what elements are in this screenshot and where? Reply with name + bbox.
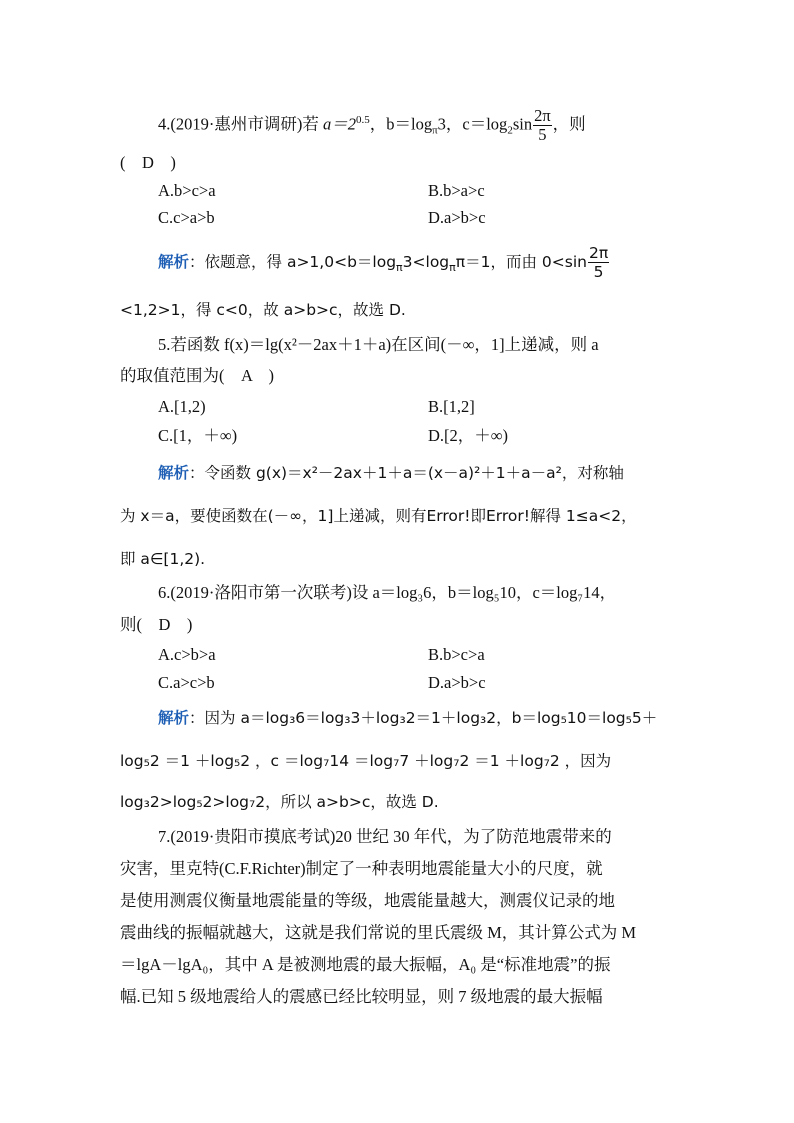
q4-solution-line2: <1,2>1，得 c<0，故 a>b>c，故选 D. <box>120 301 406 319</box>
q5-stem-line1: 5.若函数 f(x)＝lg(x²－2ax＋1＋a)在区间(－∞，1]上递减，则 a <box>158 335 599 354</box>
q4-option-c: C.c>a>b <box>158 208 215 227</box>
q4-jx-text1: ：依题意，得 a>1,0<b＝log <box>189 253 397 271</box>
q6-option-a: A.c>b>a <box>158 645 216 664</box>
q4-prefix: 4.(2019·惠州市调研)若 <box>158 114 323 134</box>
q6-option-c: C.a>c>b <box>158 673 215 692</box>
q4-jx-frac-num: 2π <box>588 244 609 262</box>
q6-stem-line2: 则( D ) <box>120 615 193 634</box>
q7-line2: 灾害，里克特(C.F.Richter)制定了一种表明地震能量大小的尺度，就 <box>120 859 603 878</box>
q5-stem-line2: 的取值范围为( A ) <box>120 366 274 385</box>
q4-c-rest: sin <box>512 114 533 134</box>
q5-option-c: C.[1，＋∞) <box>158 426 238 445</box>
q7-line4: 震曲线的振幅就越大，这就是我们常说的里氏震级 M，其计算公式为 M <box>120 923 637 942</box>
q4-frac-den: 5 <box>538 125 547 144</box>
q4-b-expr: ，b＝log <box>369 114 433 134</box>
q7-line3: 是使用测震仪衡量地震能量的等级，地震能量越大，测震仪记录的地 <box>120 891 615 910</box>
q4-fraction <box>533 107 552 144</box>
q4-frac-num: 2π <box>534 106 551 125</box>
q4-tail: ，则 <box>552 114 586 134</box>
q7-line5: ＝lgA－lgA₀，其中 A 是被测地震的最大振幅，A₀ 是“标准地震”的振 <box>120 955 611 974</box>
q6-solution-line2: log₅2 ＝1 ＋log₅2 ，c ＝log₇14 ＝log₇7 ＋log₇2 ＝1 ＋log₇2 ，因为 <box>120 752 612 770</box>
q4-b-sub: π <box>432 124 438 137</box>
q6-solution-label: 解析 <box>158 709 190 727</box>
q4-solution-line1 <box>158 244 610 281</box>
q4-a-expr: a＝2 <box>322 114 356 134</box>
q5-solution-line3: 即 a∈[1,2). <box>120 550 206 568</box>
q4-option-a: A.b>c>a <box>158 181 216 200</box>
q4-jx-text3: π＝1，而由 0<sin <box>455 253 587 271</box>
q6-option-d: D.a>b>c <box>428 673 486 692</box>
q4-jx-sub2: π <box>449 261 456 275</box>
q4-solution-label: 解析 <box>158 253 190 271</box>
q4-jx-text2: 3<log <box>402 253 450 271</box>
q4-option-d: D.a>b>c <box>428 208 486 227</box>
q6-stem-line1: 6.(2019·洛阳市第一次联考)设 a＝log₃6，b＝log₅10，c＝log₇14， <box>158 583 617 602</box>
q4-jx-frac-den: 5 <box>593 263 604 281</box>
q4-jx-fraction <box>588 244 609 281</box>
q5-option-a: A.[1,2) <box>158 397 206 416</box>
q5-jx-line1: ：令函数 g(x)＝x²－2ax＋1＋a＝(x－a)²＋1＋a－a²，对称轴 <box>189 464 624 482</box>
q5-solution-label: 解析 <box>158 464 190 482</box>
q4-answer: ( D ) <box>120 153 176 172</box>
q4-a-exp: 0.5 <box>355 113 370 126</box>
q4-jx-sub1: π <box>396 261 403 275</box>
q6-option-b: B.b>c>a <box>428 645 485 664</box>
q4-b-rest: 3，c＝log <box>437 114 508 134</box>
q5-solution-line2: 为 x＝a，要使函数在(－∞，1]上递减，则有Error!即Error!解得 1≤a<2， <box>120 507 637 525</box>
q7-line6: 幅.已知 5 级地震给人的震感已经比较明显，则 7 级地震的最大振幅 <box>120 987 603 1006</box>
q6-solution-line1 <box>158 707 657 729</box>
q4-option-b: B.b>a>c <box>428 181 485 200</box>
q5-solution-line1 <box>158 462 624 484</box>
q4-stem-line1 <box>158 107 586 144</box>
q4-c-sub: 2 <box>507 124 513 137</box>
q5-option-d: D.[2，＋∞) <box>428 426 509 445</box>
q6-solution-line3: log₃2>log₅2>log₇2，所以 a>b>c，故选 D. <box>120 793 439 811</box>
q5-option-b: B.[1,2] <box>428 397 475 416</box>
q6-jx-line1: ：因为 a＝log₃6＝log₃3＋log₃2＝1＋log₃2，b＝log₅10＝log₅5＋ <box>189 709 658 727</box>
q7-line1: 7.(2019·贵阳市摸底考试)20 世纪 30 年代，为了防范地震带来的 <box>158 827 612 846</box>
